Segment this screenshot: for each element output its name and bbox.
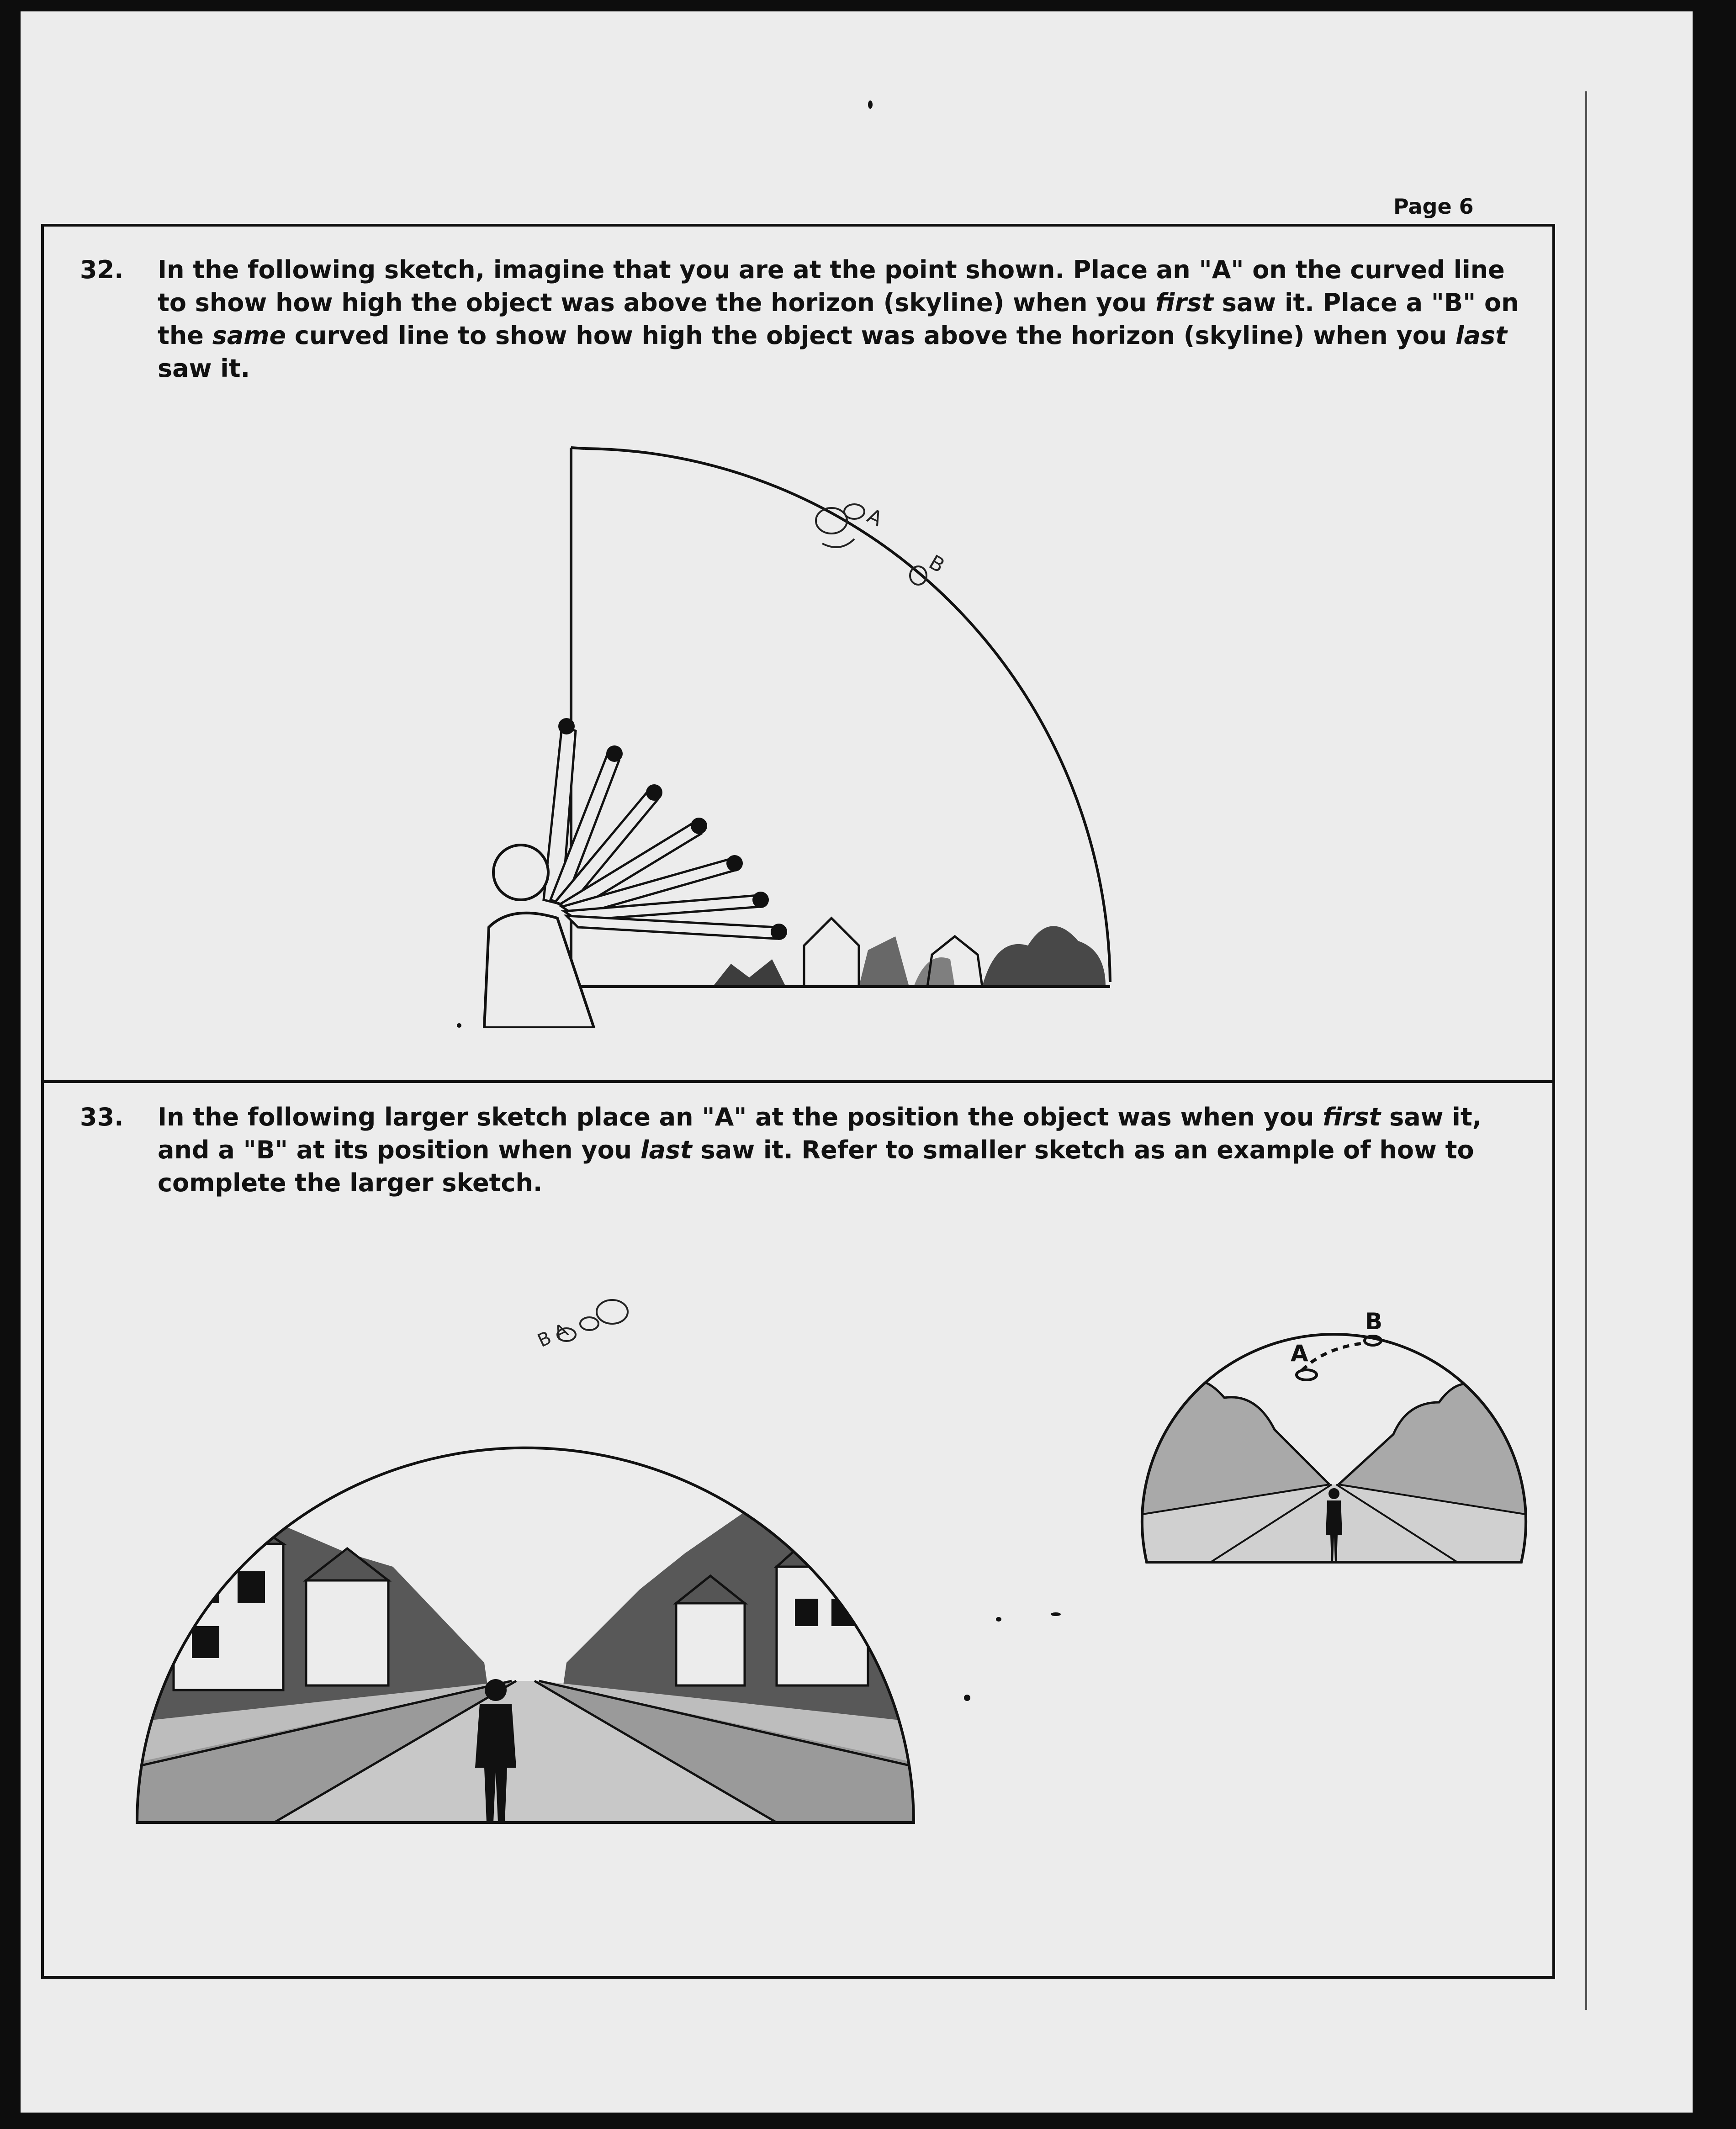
q33-emph-last: last [640, 1136, 692, 1164]
dust-speck [964, 1695, 970, 1701]
handwritten-b: B [925, 550, 949, 578]
example-label-b: B [1365, 1308, 1383, 1335]
pointing-arms [544, 726, 777, 939]
example-flight-path [1302, 1343, 1366, 1370]
example-label-a: A [1291, 1340, 1308, 1367]
large-sketch-handwritten-marks: B A [534, 1319, 572, 1352]
q32-emph-last: last [1455, 321, 1507, 350]
page-number: Page 6 [1393, 194, 1474, 219]
question-32-text [158, 254, 1533, 385]
q32-text-part-3: curved line to show how high the object was above the horizon (skyline) when you [286, 321, 1456, 350]
q32-text-part-2: saw it. Place a "B" on the [158, 288, 1519, 350]
q32-text-part-1: In the following sketch, imagine that you are at the point shown. Place an "A" on the curved line to show how high the object was above the horizon (skyline) when you [158, 255, 1505, 317]
q33-text-part-1: In the following larger sketch place an "A" at the position the object was when you [158, 1103, 1323, 1131]
dust-speck [457, 1023, 461, 1028]
section-divider [41, 1080, 1555, 1083]
large-sketch-scene [91, 1449, 959, 1823]
large-street-sketch [91, 1270, 959, 1832]
question-33-number: 33. [80, 1103, 124, 1131]
q32-emph-same: same [212, 321, 286, 350]
q33-emph-first: first [1323, 1103, 1381, 1131]
question-32 [80, 254, 1533, 385]
q32-emph-first: first [1155, 288, 1213, 317]
quadrant-sky-sketch [457, 434, 1142, 1028]
dust-speck [868, 100, 873, 109]
question-32-number: 32. [80, 255, 124, 284]
q32-text-part-4: saw it. [158, 354, 250, 383]
example-object-a [1297, 1370, 1317, 1380]
question-33 [80, 1101, 1533, 1199]
handwritten-a: A [863, 504, 886, 531]
dust-speck [996, 1617, 1001, 1622]
example-sky-sketch [1128, 1279, 1540, 1576]
page-edge-line [1585, 91, 1587, 2010]
q33-text-part-3: saw it. Refer to smaller sketch as an example of how to complete the larger sketch. [158, 1136, 1474, 1197]
q33-text-part-2: saw it, and a "B" at its position when you [158, 1103, 1482, 1164]
question-33-text [158, 1101, 1533, 1199]
dust-speck [1051, 1612, 1061, 1616]
